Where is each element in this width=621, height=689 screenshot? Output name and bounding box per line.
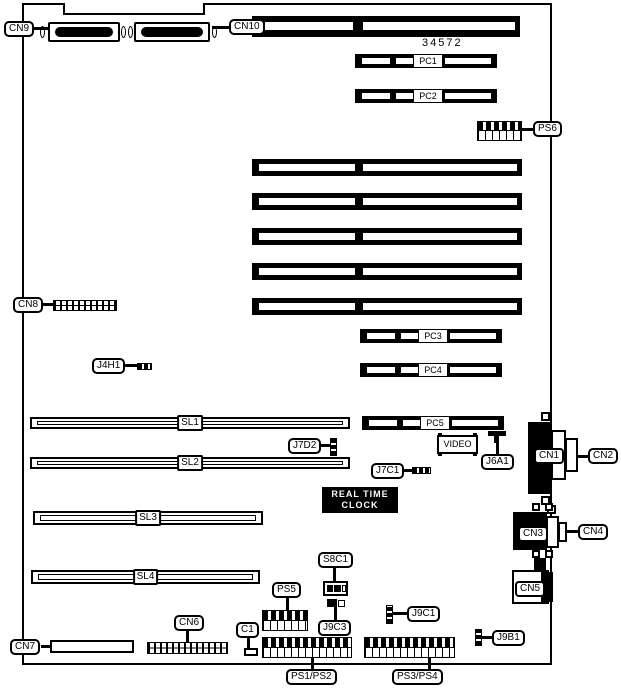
cn9-connector-slot bbox=[55, 27, 113, 37]
slot-segment bbox=[396, 58, 413, 64]
real-time-clock-chip bbox=[322, 487, 398, 513]
connector-pin bbox=[438, 453, 442, 456]
j9c3-connector-b bbox=[338, 600, 345, 607]
slot-sl1 bbox=[30, 417, 350, 429]
c1-component bbox=[244, 648, 258, 656]
slot-segment bbox=[403, 420, 420, 426]
slot-segment bbox=[363, 22, 515, 30]
slot-sl3-label: SL3 bbox=[135, 510, 161, 526]
slot-segment bbox=[259, 303, 355, 310]
ps5-pointer bbox=[286, 596, 289, 611]
j9c3-connector bbox=[327, 599, 337, 607]
slot-sl3 bbox=[33, 511, 263, 525]
isa-slot-5 bbox=[252, 298, 522, 315]
label-cn4: CN4 bbox=[578, 524, 608, 540]
board-edge-left bbox=[22, 3, 24, 665]
cn7-connector bbox=[50, 640, 134, 653]
label-cn3: CN3 bbox=[518, 526, 548, 542]
label-ps5: PS5 bbox=[272, 582, 301, 598]
slot-sl4-label: SL4 bbox=[133, 569, 159, 585]
rtc-line1: REAL TIME bbox=[331, 489, 389, 499]
cn9-pointer bbox=[32, 27, 48, 30]
label-cn6: CN6 bbox=[174, 615, 204, 631]
ps1-ps2-connector bbox=[262, 637, 352, 658]
label-c1: C1 bbox=[236, 622, 259, 638]
board-edge-bottom bbox=[22, 663, 552, 665]
slot-segment bbox=[445, 58, 491, 64]
label-cn2: CN2 bbox=[588, 448, 618, 464]
slot-segment bbox=[259, 233, 355, 240]
j7c1-connector bbox=[412, 467, 431, 474]
connector-pins bbox=[365, 638, 454, 648]
isa-slot-2 bbox=[252, 193, 522, 210]
label-j9b1: J9B1 bbox=[492, 630, 525, 646]
ps6-connector bbox=[477, 121, 522, 141]
ps3-ps4-connector bbox=[364, 637, 455, 658]
slot-segment bbox=[450, 367, 496, 373]
label-j9c3: J9C3 bbox=[318, 620, 351, 636]
slot-segment bbox=[369, 420, 397, 426]
label-j7c1: J7C1 bbox=[371, 463, 404, 479]
slot-segment bbox=[367, 367, 395, 373]
connector-pins bbox=[263, 638, 351, 648]
video-connector-label: VIDEO bbox=[443, 439, 472, 449]
cn3-mount-tab bbox=[545, 550, 553, 558]
connector-pin bbox=[473, 453, 477, 456]
isa-slot-1 bbox=[252, 159, 522, 176]
slot-sl1-label: SL1 bbox=[177, 415, 203, 431]
slot-pc4-label: PC4 bbox=[418, 363, 448, 377]
connector-pin bbox=[473, 433, 477, 436]
label-j4h1: J4H1 bbox=[92, 358, 125, 374]
slot-sl4 bbox=[31, 570, 260, 584]
board-edge-top-a bbox=[22, 3, 65, 5]
j4h1-pointer bbox=[123, 364, 138, 367]
slot-pc3 bbox=[360, 329, 502, 343]
label-cn10: CN10 bbox=[229, 19, 265, 35]
s8c1-block bbox=[342, 585, 346, 592]
s8c1-block bbox=[334, 585, 341, 592]
slot-segment bbox=[445, 93, 491, 99]
board-edge-top-b bbox=[203, 3, 552, 5]
label-ps1ps2: PS1/PS2 bbox=[286, 669, 337, 685]
board-edge-right bbox=[550, 3, 552, 665]
video-connector bbox=[437, 435, 478, 454]
slot-pc4 bbox=[360, 363, 502, 377]
slot-segment bbox=[259, 198, 355, 205]
j7c1-pointer bbox=[403, 469, 413, 472]
slot-segment bbox=[363, 164, 517, 171]
connector-pins bbox=[478, 122, 521, 131]
slot-pc3-label: PC3 bbox=[418, 329, 448, 343]
label-ps3ps4: PS3/PS4 bbox=[392, 669, 443, 685]
slot-sl2 bbox=[30, 457, 350, 469]
cn10-pointer bbox=[212, 26, 230, 29]
cn10-connector bbox=[134, 22, 210, 42]
mounting-ear bbox=[121, 26, 126, 38]
slot-segment bbox=[265, 22, 353, 30]
slot-segment bbox=[363, 198, 517, 205]
label-cn1: CN1 bbox=[534, 448, 564, 464]
slot-segment bbox=[362, 58, 390, 64]
cn3-mount-tab bbox=[545, 503, 553, 511]
connector-sockets bbox=[365, 648, 454, 658]
connector-sockets bbox=[478, 131, 521, 140]
label-ps6: PS6 bbox=[533, 121, 562, 137]
cn9-connector bbox=[48, 22, 120, 42]
slot-segment bbox=[450, 333, 496, 339]
s8c1-component bbox=[323, 581, 348, 596]
label-cn8: CN8 bbox=[13, 297, 43, 313]
connector-pins bbox=[263, 611, 307, 621]
j4h1-connector bbox=[137, 363, 152, 370]
cn6-pointer bbox=[186, 629, 189, 643]
label-j9c1: J9C1 bbox=[407, 606, 440, 622]
board-notch-bottom bbox=[63, 13, 205, 15]
s8c1-block bbox=[327, 585, 333, 592]
cn1-mount-tab bbox=[541, 412, 550, 421]
slot-pc2 bbox=[355, 89, 497, 103]
slot-segment bbox=[401, 367, 418, 373]
cn5-connector-tab bbox=[534, 558, 546, 570]
cn8-connector bbox=[53, 300, 117, 311]
slot-pc2-label: PC2 bbox=[413, 89, 443, 103]
slot-pc1 bbox=[355, 54, 497, 68]
slot-pc5-label: PC5 bbox=[420, 416, 450, 430]
slot-segment bbox=[362, 93, 390, 99]
label-j7d2: J7D2 bbox=[288, 438, 321, 454]
cn10-connector-slot bbox=[141, 27, 203, 37]
j9c3-pointer bbox=[334, 607, 337, 621]
slot-sl2-label: SL2 bbox=[177, 455, 203, 471]
part-number: 34572 bbox=[422, 37, 463, 49]
label-cn7: CN7 bbox=[10, 639, 40, 655]
j7d2-connector bbox=[330, 438, 337, 456]
cn7-pointer bbox=[41, 645, 51, 648]
slot-segment bbox=[396, 93, 413, 99]
connector-pin bbox=[438, 433, 442, 436]
cn3-mount-tab bbox=[532, 550, 540, 558]
isa-slot-3 bbox=[252, 228, 522, 245]
slot-segment bbox=[367, 333, 395, 339]
slot-pc1-label: PC1 bbox=[413, 54, 443, 68]
slot-pc5 bbox=[362, 416, 504, 430]
connector-sockets bbox=[263, 648, 351, 658]
label-cn5: CN5 bbox=[515, 581, 545, 597]
slot-segment bbox=[363, 233, 517, 240]
rtc-line2: CLOCK bbox=[341, 500, 379, 510]
slot-segment bbox=[363, 303, 517, 310]
slot-segment bbox=[259, 164, 355, 171]
s8c1-pointer bbox=[333, 566, 336, 582]
isa-slot-4 bbox=[252, 263, 522, 280]
mounting-ear bbox=[128, 26, 133, 38]
cn6-connector bbox=[147, 642, 228, 654]
label-s8c1: S8C1 bbox=[318, 552, 353, 568]
connector-sockets bbox=[263, 621, 307, 631]
slot-segment bbox=[401, 333, 418, 339]
slot-segment bbox=[363, 268, 517, 275]
cn10-edge-slot bbox=[252, 16, 520, 37]
slot-segment bbox=[452, 420, 498, 426]
label-cn9: CN9 bbox=[4, 21, 34, 37]
ps5-connector bbox=[262, 610, 308, 631]
label-j6a1: J6A1 bbox=[481, 454, 514, 470]
cn3-mount-tab bbox=[532, 503, 540, 511]
slot-segment bbox=[259, 268, 355, 275]
